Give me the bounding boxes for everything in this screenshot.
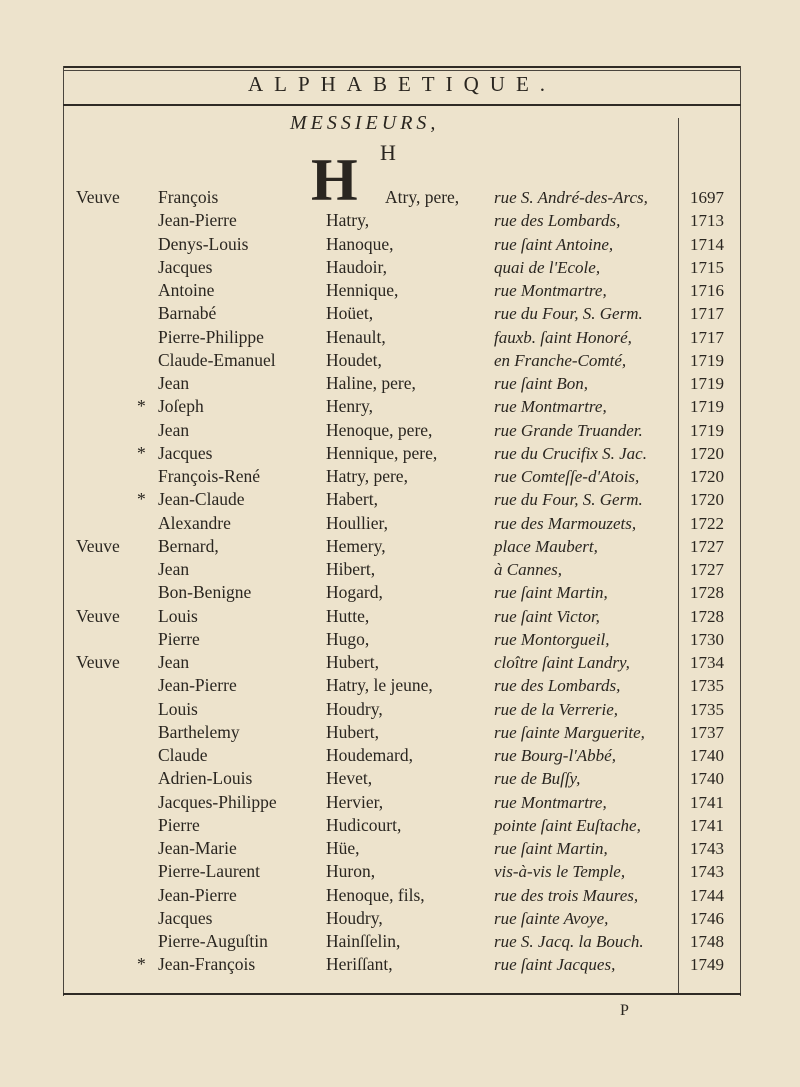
entry-surname: Hervier,: [326, 791, 384, 812]
entry-first-name: Jacques: [158, 907, 213, 928]
entry-year: 1727: [690, 536, 724, 556]
entry-first-name: Louis: [158, 605, 198, 626]
entry-address: rue de la Verrerie,: [494, 699, 619, 719]
entry-year: 1744: [690, 885, 724, 905]
entry-year: 1740: [690, 746, 724, 765]
entry-year: 1697: [690, 188, 724, 207]
entry-row: [0, 860, 800, 883]
entry-star: *: [137, 954, 146, 975]
entry-row: [0, 558, 800, 581]
entry-surname: Hoüet,: [326, 303, 374, 324]
entry-year: 1741: [690, 815, 724, 835]
entry-year: 1740: [690, 769, 724, 789]
entry-year: 1743: [690, 839, 724, 858]
entry-surname: Haline, pere,: [326, 373, 416, 393]
entry-address: rue Montmartre,: [494, 281, 607, 300]
entry-surname: Hainſſelin,: [326, 931, 401, 951]
entry-row: [0, 209, 800, 232]
entry-address: rue ſainte Marguerite,: [494, 722, 645, 742]
entry-surname: Hennique, pere,: [326, 442, 438, 463]
entry-surname: Henoque, pere,: [326, 419, 433, 440]
entry-year: 1746: [690, 908, 724, 928]
entry-first-name: Pierre-Laurent: [158, 861, 261, 882]
entry-surname: Houdet,: [326, 349, 382, 370]
entry-first-name: Antoine: [158, 280, 215, 300]
entry-row: [0, 605, 800, 628]
entry-first-name: Jean: [158, 373, 190, 393]
entry-year: 1741: [690, 792, 724, 812]
entry-row: [0, 698, 800, 721]
entry-first-name: Jean: [158, 652, 190, 672]
entry-row: [0, 535, 800, 558]
entry-surname: Henault,: [326, 326, 386, 347]
entry-year: 1719: [690, 397, 724, 417]
entry-address: rue S. Jacq. la Bouch.: [494, 932, 644, 951]
entry-row: [0, 302, 800, 325]
entry-year: 1743: [690, 862, 724, 882]
entry-row: [0, 233, 800, 256]
entry-surname: Heriſſant,: [326, 954, 393, 975]
entry-first-name: Pierre: [158, 814, 200, 835]
entry-first-name: Jacques: [158, 256, 213, 277]
entry-year: 1734: [690, 653, 724, 672]
entry-surname: Atry, pere,: [385, 187, 460, 207]
entry-row: [0, 326, 800, 349]
entry-address: rue ſaint Antoine,: [494, 234, 614, 254]
entry-address: rue du Four, S. Germ.: [494, 304, 643, 324]
entry-year: 1719: [690, 350, 724, 370]
bottom-border: [63, 993, 741, 995]
entry-surname: Hüe,: [326, 838, 360, 858]
entry-surname: Houllier,: [326, 512, 388, 533]
entry-first-name: François: [158, 187, 219, 207]
entry-row: [0, 442, 800, 465]
entry-surname: Haudoir,: [326, 256, 388, 277]
entry-first-name: François-René: [158, 466, 261, 486]
entry-row: [0, 628, 800, 651]
entry-surname: Hemery,: [326, 535, 386, 556]
signature-mark: P: [620, 1002, 629, 1019]
entry-year: 1735: [690, 699, 724, 719]
entry-year: 1715: [690, 257, 724, 277]
entry-row: [0, 721, 800, 744]
entry-row: [0, 767, 800, 790]
entry-year: 1720: [690, 467, 724, 486]
entry-row: [0, 814, 800, 837]
entry-year: 1716: [690, 281, 724, 300]
entry-address: rue ſaint Martin,: [494, 839, 608, 858]
entry-row: [0, 651, 800, 674]
entry-row: [0, 884, 800, 907]
running-head: ALPHABETIQUE.: [247, 72, 557, 96]
entry-year: 1735: [690, 676, 724, 696]
entry-address: quai de l'Ecole,: [494, 257, 601, 277]
entry-surname: Habert,: [326, 489, 378, 510]
entry-row: [0, 953, 800, 976]
top-border: [63, 66, 741, 68]
entry-first-name: Jacques-Philippe: [158, 791, 277, 812]
entry-address: rue des Marmouzets,: [494, 513, 637, 533]
entry-address: rue des trois Maures,: [494, 885, 639, 905]
entry-surname: Houdemard,: [326, 745, 413, 765]
entry-first-name: Jean-François: [158, 954, 256, 975]
entry-prefix: Veuve: [76, 652, 120, 672]
entry-row: [0, 395, 800, 418]
entry-address: rue des Lombards,: [494, 211, 621, 231]
entry-surname: Hatry, le jeune,: [326, 675, 433, 696]
entry-surname: Houdry,: [326, 698, 383, 719]
entry-first-name: Denys-Louis: [158, 233, 249, 254]
entry-row: [0, 512, 800, 535]
entry-first-name: Alexandre: [158, 512, 231, 533]
entry-address: rue Bourg-l'Abbé,: [494, 746, 616, 765]
entry-address: place Maubert,: [494, 536, 598, 556]
entry-surname: Hudicourt,: [326, 814, 402, 835]
entry-surname: Hibert,: [326, 559, 376, 579]
entry-year: 1714: [690, 234, 724, 254]
entry-prefix: Veuve: [76, 605, 120, 626]
entry-address: rue ſaint Martin,: [494, 583, 608, 603]
entry-first-name: Jean-Marie: [158, 838, 237, 858]
entry-surname: Henoque, fils,: [326, 884, 425, 905]
entry-year: 1737: [690, 722, 724, 742]
entry-address: rue ſaint Victor,: [494, 606, 600, 626]
entry-year: 1719: [690, 420, 724, 440]
entry-year: 1730: [690, 629, 724, 649]
entry-year: 1720: [690, 490, 724, 510]
entry-address: rue ſaint Jacques,: [494, 955, 616, 975]
entry-surname: Hennique,: [326, 280, 399, 300]
entry-year: 1748: [690, 932, 724, 951]
entry-address: rue Montmartre,: [494, 792, 607, 812]
entry-surname: Hubert,: [326, 721, 379, 742]
entry-row: [0, 581, 800, 604]
entry-first-name: Jacques: [158, 442, 213, 463]
entry-address: rue Grande Truander.: [494, 420, 643, 440]
entry-row: [0, 930, 800, 953]
entry-row: [0, 186, 800, 209]
entry-surname: Hogard,: [326, 582, 383, 603]
entry-row: [0, 837, 800, 860]
entry-surname: Hatry,: [326, 210, 370, 231]
entry-address: vis-à-vis le Temple,: [494, 862, 626, 882]
drop-cap: H: [311, 147, 356, 213]
entry-address: rue du Four, S. Germ.: [494, 490, 643, 510]
entry-surname: Henry,: [326, 396, 373, 417]
entry-surname: Houdry,: [326, 907, 383, 928]
entry-row: [0, 674, 800, 697]
entry-address: rue de Buſſy,: [494, 769, 581, 789]
entry-first-name: Jean-Pierre: [158, 210, 237, 231]
entry-year: 1728: [690, 583, 724, 603]
entry-star: *: [137, 442, 146, 463]
entry-first-name: Jean: [158, 559, 190, 579]
entry-first-name: Jean-Claude: [158, 489, 245, 510]
entry-row: [0, 349, 800, 372]
entry-year: 1720: [690, 443, 724, 463]
entry-first-name: Pierre-Auguſtin: [158, 931, 268, 951]
entry-surname: Huron,: [326, 861, 376, 882]
entry-address: rue du Crucifix S. Jac.: [494, 443, 647, 463]
entry-row: [0, 488, 800, 511]
entry-address: rue Montorgueil,: [494, 629, 610, 649]
entry-row: [0, 419, 800, 442]
entry-first-name: Adrien-Louis: [158, 768, 253, 789]
entry-year: 1719: [690, 374, 724, 393]
entry-row: [0, 279, 800, 302]
entry-first-name: Pierre-Philippe: [158, 326, 264, 347]
entry-star: *: [137, 489, 146, 510]
entry-first-name: Bernard,: [158, 535, 219, 556]
entry-surname: Hubert,: [326, 652, 379, 672]
entry-surname: Hanoque,: [326, 233, 394, 254]
entry-first-name: Louis: [158, 698, 198, 719]
entry-row: [0, 372, 800, 395]
entry-surname: Hutte,: [326, 605, 370, 626]
entry-prefix: Veuve: [76, 187, 120, 207]
section-heading: MESSIEURS,: [290, 112, 440, 134]
entry-address: à Cannes,: [494, 560, 562, 579]
entry-year: 1717: [690, 304, 724, 324]
entry-first-name: Barnabé: [158, 303, 217, 324]
entry-first-name: Jean-Pierre: [158, 884, 237, 905]
entry-surname: Hugo,: [326, 628, 370, 649]
entry-row: [0, 256, 800, 279]
entry-address: rue des Lombards,: [494, 676, 621, 696]
entry-row: [0, 907, 800, 930]
entry-address: en Franche-Comté,: [494, 350, 627, 370]
entry-year: 1713: [690, 211, 724, 231]
entry-year: 1717: [690, 327, 724, 347]
top-border-inner: [63, 70, 741, 71]
entry-row: [0, 465, 800, 488]
entry-address: rue ſainte Avoye,: [494, 908, 609, 928]
entry-first-name: Pierre: [158, 628, 200, 649]
entry-year: 1728: [690, 606, 724, 626]
entry-first-name: Jean-Pierre: [158, 675, 237, 696]
entry-year: 1727: [690, 560, 724, 579]
entry-first-name: Barthelemy: [158, 721, 240, 742]
entry-surname: Hatry, pere,: [326, 466, 408, 486]
entry-address: rue ſaint Bon,: [494, 374, 588, 393]
entry-star: *: [137, 396, 146, 417]
entry-row: [0, 744, 800, 767]
header-rule: [63, 104, 741, 106]
entry-first-name: Joſeph: [158, 396, 204, 417]
entry-address: fauxb. ſaint Honoré,: [494, 327, 632, 347]
entry-address: pointe ſaint Euſtache,: [494, 815, 641, 835]
entry-first-name: Claude-Emanuel: [158, 349, 276, 370]
entry-year: 1749: [690, 955, 724, 975]
entry-address: rue Comteſſe-d'Atois,: [494, 467, 640, 486]
entry-row: [0, 791, 800, 814]
letter-heading: H: [380, 140, 396, 165]
entry-address: rue S. André-des-Arcs,: [494, 188, 648, 207]
entry-first-name: Jean: [158, 419, 190, 440]
entry-prefix: Veuve: [76, 535, 120, 556]
entry-surname: Hevet,: [326, 768, 373, 789]
entry-address: rue Montmartre,: [494, 397, 607, 417]
entry-year: 1722: [690, 513, 724, 533]
entry-first-name: Claude: [158, 745, 208, 765]
entry-address: cloître ſaint Landry,: [494, 653, 630, 672]
entry-first-name: Bon-Benigne: [158, 582, 252, 603]
